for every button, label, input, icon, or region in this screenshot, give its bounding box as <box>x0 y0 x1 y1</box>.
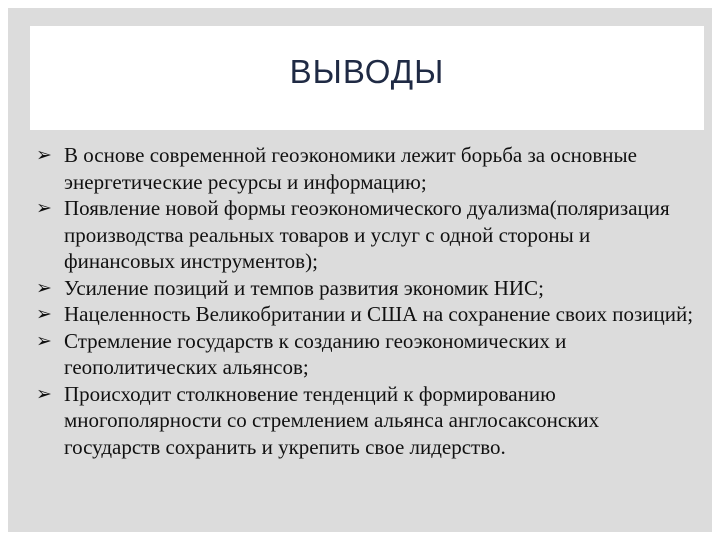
bullet-list <box>36 142 696 460</box>
bullet-text: Стремление государств к созданию геоэкономических и геополитических альянсов; <box>64 328 567 379</box>
bullet-text: В основе современной геоэкономики лежит борьба за основные энергетические ресурсы и информацию; <box>64 143 637 194</box>
title-panel <box>30 26 704 130</box>
list-item <box>36 142 696 195</box>
bullet-text: Усиление позиций и темпов развития экономик НИС; <box>64 275 544 300</box>
list-item <box>36 275 696 302</box>
arrowhead-bullet-icon: ➢ <box>36 197 52 219</box>
bullet-text: Нацеленность Великобритании и США на сохранение своих позиций; <box>64 302 694 326</box>
arrowhead-bullet-icon: ➢ <box>36 276 52 299</box>
arrowhead-bullet-icon: ➢ <box>36 303 52 325</box>
slide-title: ВЫВОДЫ <box>289 53 445 90</box>
list-item <box>36 328 696 381</box>
bullet-text: Появление новой формы геоэкономического дуализма(поляризация производства реальных товаров и услуг с одной стороны и финансовых инструментов); <box>64 196 670 273</box>
arrowhead-bullet-icon: ➢ <box>36 382 52 405</box>
list-item <box>36 301 696 328</box>
arrowhead-bullet-icon: ➢ <box>36 329 52 352</box>
slide <box>8 8 712 532</box>
arrowhead-bullet-icon: ➢ <box>36 144 52 166</box>
bullet-text: Происходит столкновение тенденций к формированию многополярности со стремлением альянса англосаксонских государств сохранить и укрепить свое лидерство. <box>64 381 600 459</box>
list-item <box>36 195 696 275</box>
list-item <box>36 381 696 461</box>
